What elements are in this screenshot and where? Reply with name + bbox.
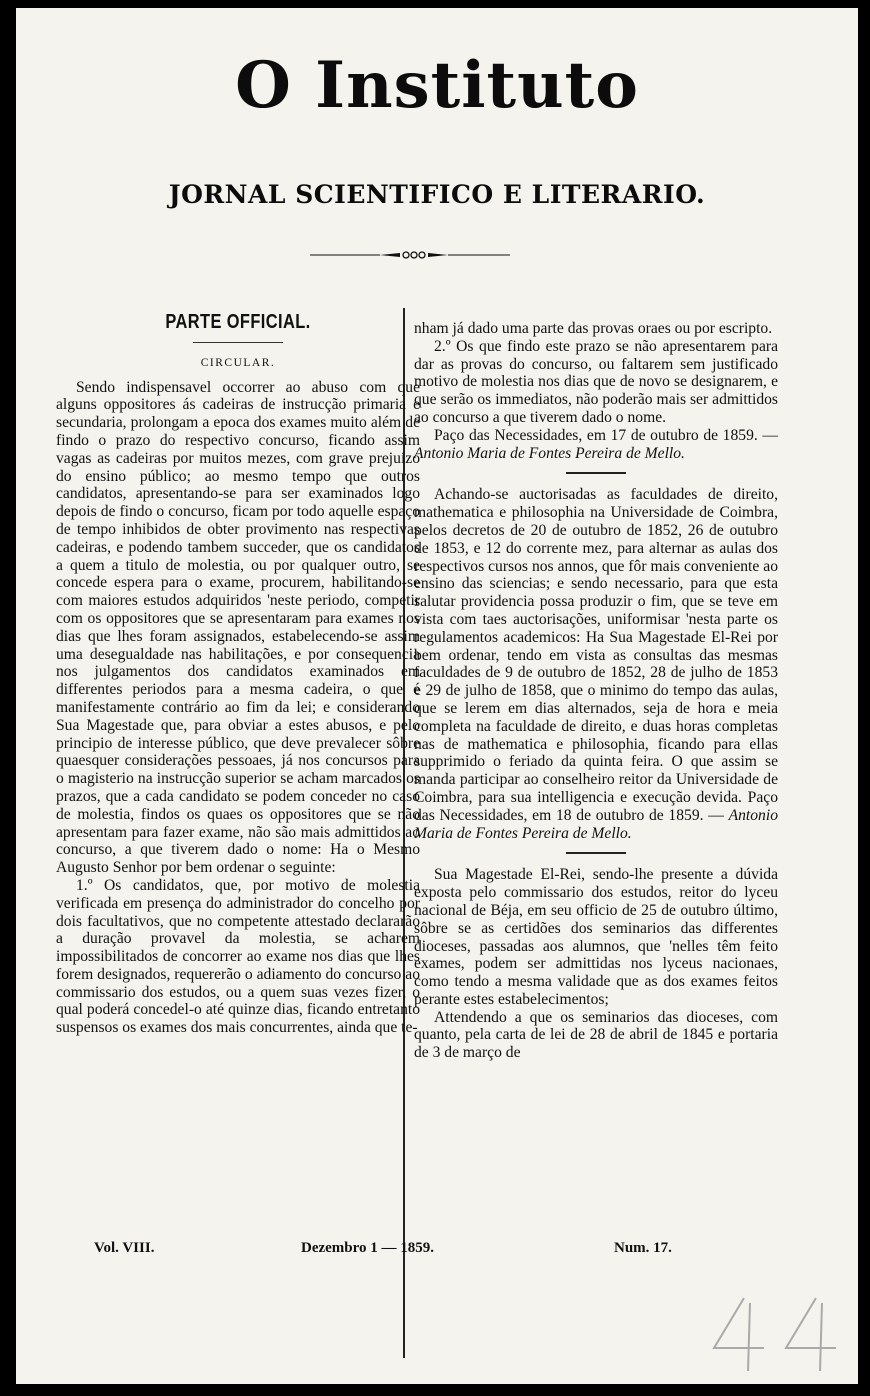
circular-label: CIRCULAR.: [200, 356, 276, 369]
footer-volume: Vol. VIII.: [94, 1240, 155, 1256]
divider: [566, 472, 626, 474]
short-rule: [193, 342, 283, 343]
circular-item-2: 2.º Os que findo este prazo se não apresentarem para dar as provas do concurso, ou faltarem sem justificado motivo de molestia nos dias que de novo se designarem, e que serão os immediatos, não poderão mais ser admittidos ao concurso a que tiverem dado o nome.: [414, 337, 778, 426]
dateline-1-text: Paço das Necessidades, em 17 de outubro de 1859. —: [434, 426, 778, 444]
dateline-1: [414, 427, 778, 463]
newspaper-page: [16, 8, 858, 1384]
seminary-paragraph: Sua Magestade El-Rei, sendo-lhe presente a dúvida exposta pelo commissario dos estudos, reitor do lyceu nacional de Béja, em seu officio de 25 de outubro último, sôbre se as certidões dos seminarios das differentes dioceses, passadas aos alumnos, que 'nelles têm feito exames, podem ser admittidas nos lyceus nacionaes, como tendo a mesma validade que as dos exames feitos perante estes estabelecimentos;: [414, 866, 778, 1008]
ornament-divider: [310, 251, 510, 259]
footer-number: Num. 17.: [614, 1240, 672, 1256]
decree-paragraph: [414, 486, 778, 842]
masthead-title: O Instituto: [235, 48, 639, 123]
divider: [566, 852, 626, 854]
section-title: PARTE OFFICIAL.: [165, 311, 311, 333]
attending-paragraph: Attendendo a que os seminarios das dioceses, com quanto, pela carta de lei de 28 de abril de 1845 e portaria de 3 de março de: [414, 1008, 778, 1062]
decree-text: Achando-se auctorisadas as faculdades de direito, mathematica e philosophia na Universidade de Coimbra, pelos decretos de 20 de outubro de 1852, 26 de outubro de 1853, e 12 do corrente mez, para alternar as aulas dos respectivos cursos nos annos, que fôr mais conveniente ao ensino das sciencias; e sendo necessario, para que esta salutar providencia possa produzir o fim, que se teve em vista com taes auctorisações, uniformisar 'nesta parte os regulamentos academicos: Ha Sua Magestade El-Rei por bem ordenar, tendo em vista as consultas das mesmas faculdades de 9 de outubro de 1852, 28 de julho de 1853 e 29 de julho de 1858, que o minimo do tempo das aulas, que se lerem em dias alternados, seja de hora e meia completa na faculdade de direito, e duas horas completas nas de mathematica e philosophia, ficando para ellas supprimido o feriado da quinta feira. O que assim se manda participar ao conselheiro reitor da Universidade de Coimbra, para sua intelligencia e execução devida. Paço das Necessidades, em 18 de outubro de 1859. —: [414, 486, 778, 824]
footer-date: Dezembro 1 — 1859.: [301, 1240, 435, 1256]
continued-paragraph: nham já dado uma parte das provas oraes ou por escripto.: [414, 320, 773, 337]
masthead-subtitle: JORNAL SCIENTIFICO E LITERARIO.: [168, 180, 706, 209]
handwritten-page-number-44: [706, 1293, 846, 1373]
left-column: [56, 308, 420, 1037]
circular-item-1: 1.º Os candidatos, que, por motivo de molestia verificada em presença do administrador do concelho por dois facultativos, que no competente attestado declararão a duração provavel da molestia, se acharem impossibilitados de concorrer ao exame nos dias que lhes forem designados, requererão o adiamento do concurso ao commissario dos estudos, ou a quem suas vezes fizer, o qual poderá concedel-o até quinze dias, ficando entretanto suspensos os exames dos mais concurrentes, ainda que te-: [56, 876, 420, 1037]
right-column: [414, 320, 778, 1062]
signature-2: Antonio Maria de Fontes Pereira de Mello.: [414, 806, 778, 842]
circular-paragraph: Sendo indispensavel occorrer ao abuso com que alguns oppositores ás cadeiras de instrucção primaria e secundaria, prolongam a epoca dos exames muito além de findo o prazo do respectivo concurso, ficando assim vagas as cadeiras por muitos mezes, com grave prejuizo do ensino público; ao mesmo tempo que outros candidatos, apresentando-se para ser examinados logo depois de findo o concurso, ficam por todo aquelle espaço de tempo inhibidos de obter provimento nas respectivas cadeiras, e podendo tambem succeder, que os candidatos a quem a titulo de molestia, ou por qualquer outro, se concede espera para o exame, procurem, habilitando-se com maiores estudos adquiridos 'neste periodo, competir com os oppositores que se apresentaram para exames nos dias que lhes foram assignados, estabelecendo-se assim uma desegualdade nas habilitações, e por consequencia nos julgamentos dos candidatos examinados em differentes periodos para a mesma cadeira, o que é manifestamente contrário ao fim da lei; e considerando Sua Magestade que, para obviar a estes abusos, e pelo principio de interesse público, que deve prevalecer sôbre quaesquer considerações pessoaes, já nos concursos para o magisterio na instrucção superior se acham marcados os prazos, que a cada candidato se podem conceder no caso de molestia, findos os quaes os oppositores que se não apresentam para fazer exame, não são mais admittidos ao concurso, a que tiverem dado o nome: Ha o Mesmo Augusto Senhor por bem ordenar o seguinte:: [56, 378, 420, 877]
signature-1: Antonio Maria de Fontes Pereira de Mello.: [414, 444, 685, 462]
